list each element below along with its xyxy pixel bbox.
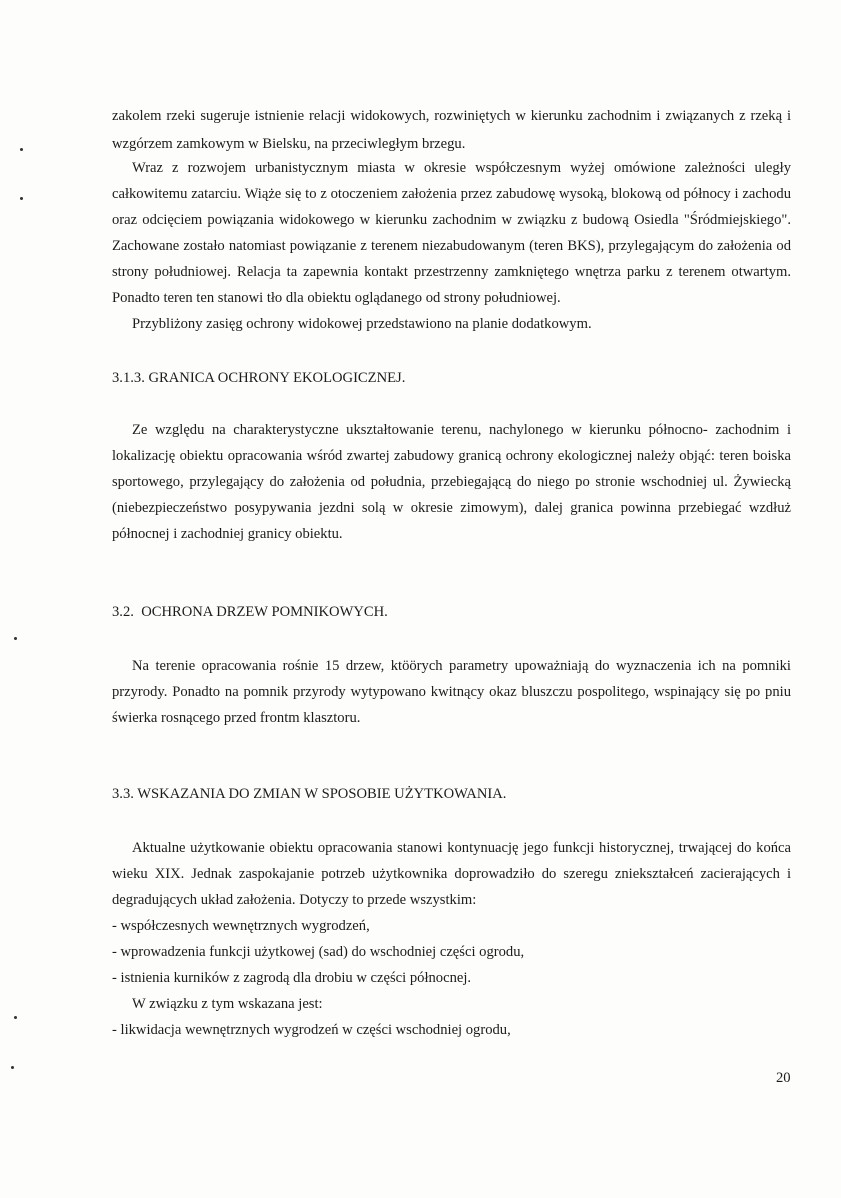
text-line: Ponadto teren ten stanowi tło dla obiektu oglądanego od strony południowej. — [112, 290, 561, 306]
text-line: strony południowej. Relacja ta zapewnia kontakt przestrzenny zamkniętego wnętrza parku z terenem otwartym. — [112, 264, 791, 280]
text-line: oraz odcięciem powiązania widokowego w kierunku zachodnim w związku z budową Osiedla "Śródmiejskiego". — [112, 212, 791, 228]
text-line: wieku XIX. Jednak zaspokajanie potrzeb użytkownika doprowadziło do szeregu zniekształceń zacierających i — [112, 866, 791, 882]
text-line: sportowego, przylegający do założenia od południa, przebiegającą do niego po stronie wschodniej ul. Żywiecką — [112, 474, 791, 490]
text-line: świerka rosnącego przed frontm klasztoru. — [112, 710, 361, 726]
scan-dot-artifact — [20, 148, 23, 151]
scan-dot-artifact — [20, 197, 23, 200]
text-line: Zachowane zostało natomiast powiązanie z terenem niezabudowanym (teren BKS), przylegającym do założenia od — [112, 238, 791, 254]
scan-dot-artifact — [14, 637, 17, 640]
text-line: Na terenie opracowania rośnie 15 drzew, ktöörych parametry upoważniają do wyznaczenia ich na pomniki — [132, 658, 791, 674]
text-line: lokalizację obiektu opracowania wśród zwartej zabudowy granicą ochrony ekologicznej należy objąć: teren boiska — [112, 448, 791, 464]
section-heading: 3.2. OCHRONA DRZEW POMNIKOWYCH. — [112, 604, 388, 620]
section-heading: 3.3. WSKAZANIA DO ZMIAN W SPOSOBIE UŻYTKOWANIA. — [112, 786, 507, 802]
text-line: Aktualne użytkowanie obiektu opracowania stanowi kontynuację jego funkcji historycznej, trwającej do końca — [132, 840, 791, 856]
page-number: 20 — [776, 1070, 791, 1086]
text-line: Wraz z rozwojem urbanistycznym miasta w okresie współczesnym wyżej omówione zależności uległy — [132, 160, 791, 176]
text-line: W związku z tym wskazana jest: — [132, 996, 323, 1012]
scan-dot-artifact — [14, 1016, 17, 1019]
text-line: Przybliżony zasięg ochrony widokowej przedstawiono na planie dodatkowym. — [132, 316, 592, 332]
text-line: zakolem rzeki sugeruje istnienie relacji widokowych, rozwiniętych w kierunku zachodnim i związanych z rzeką i — [112, 108, 791, 124]
section-heading: 3.1.3. GRANICA OCHRONY EKOLOGICZNEJ. — [112, 370, 406, 386]
text-line: całkowitemu zatarciu. Wiąże się to z otoczeniem założenia przez zabudowę wysoką, blokową od północy i zachodu — [112, 186, 791, 202]
text-line: przyrody. Ponadto na pomnik przyrody wytypowano kwitnący okaz bluszczu pospolitego, wspinający się po pniu — [112, 684, 791, 700]
list-item: - istnienia kurników z zagrodą dla drobiu w części północnej. — [112, 970, 472, 986]
list-item: - współczesnych wewnętrznych wygrodzeń, — [112, 918, 370, 934]
scan-dot-artifact — [11, 1066, 14, 1069]
list-item: - likwidacja wewnętrznych wygrodzeń w części wschodniej ogrodu, — [112, 1022, 511, 1038]
list-item: - wprowadzenia funkcji użytkowej (sad) do wschodniej części ogrodu, — [112, 944, 525, 960]
text-line: wzgórzem zamkowym w Bielsku, na przeciwległym brzegu. — [112, 136, 466, 152]
text-line: Ze względu na charakterystyczne ukształtowanie terenu, nachylonego w kierunku północno- zachodnim i — [132, 422, 791, 438]
text-line: degradujących układ założenia. Dotyczy to przede wszystkim: — [112, 892, 477, 908]
text-line: (niebezpieczeństwo posypywania jezdni solą w okresie zimowym), dalej granica powinna przebiegać wzdłuż — [112, 500, 791, 516]
text-line: północnej i zachodniej granicy obiektu. — [112, 526, 343, 542]
